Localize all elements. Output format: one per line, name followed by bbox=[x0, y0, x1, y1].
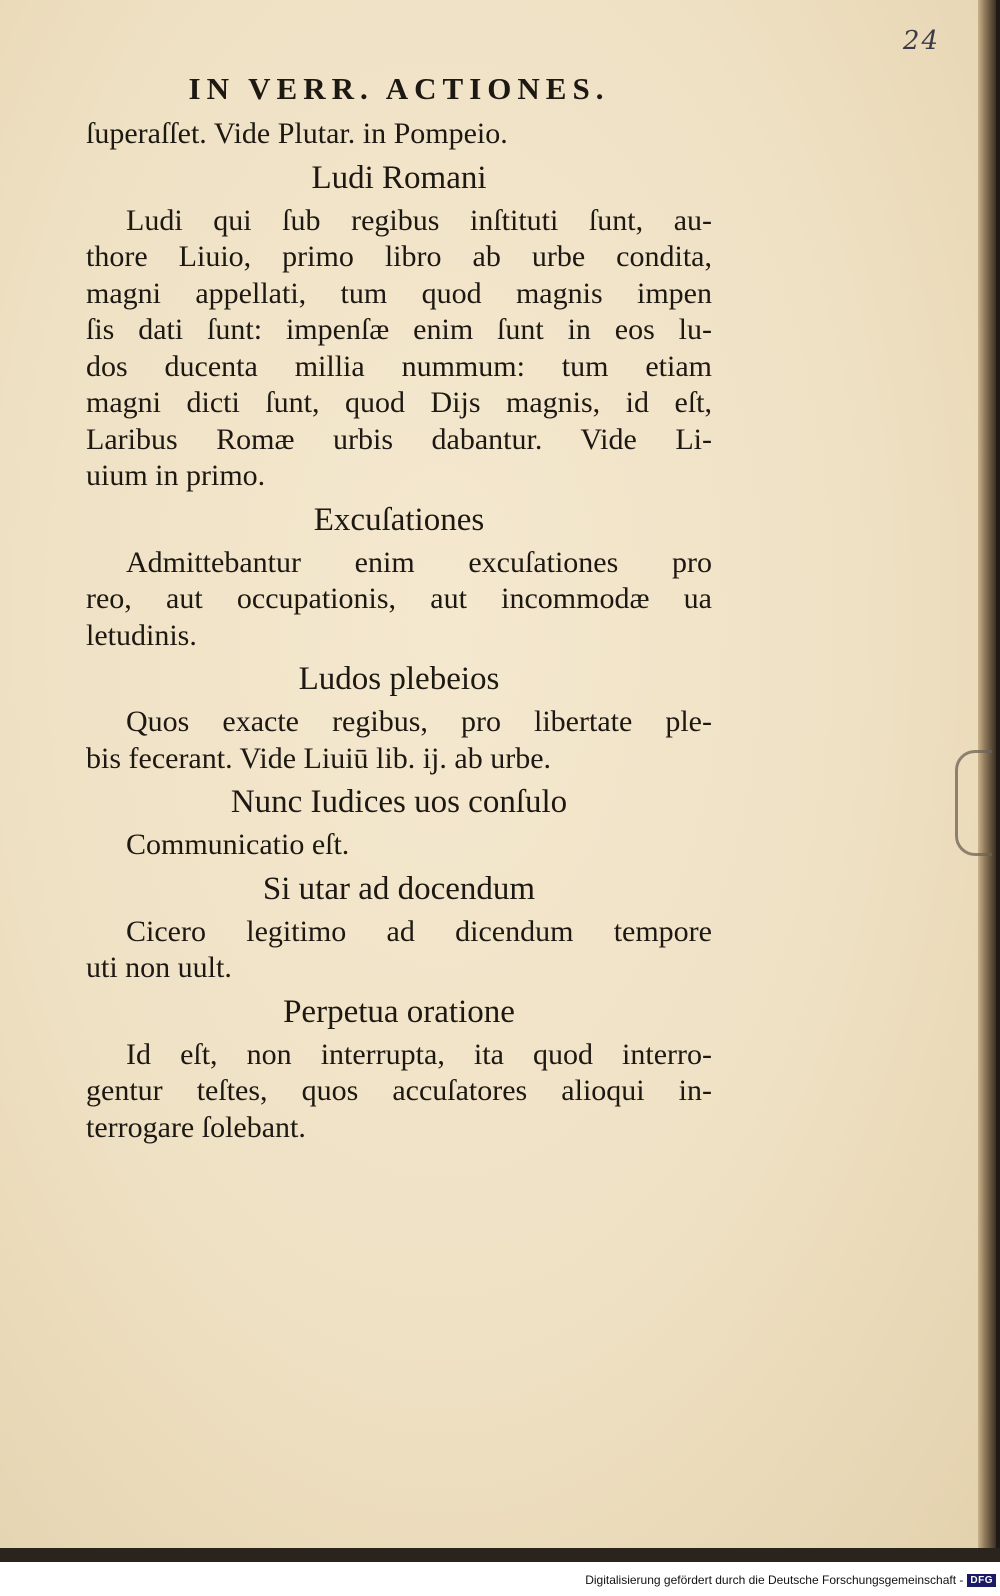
text-line: thore Liuio, primo libro ab urbe condita, bbox=[86, 240, 712, 273]
credit-text: Digitalisierung gefördert durch die Deutsche Forschungsgemeinschaft - bbox=[585, 1573, 964, 1587]
text-line: Laribus Romæ urbis dabantur. Vide Li- bbox=[86, 422, 712, 456]
text-line: Communicatio eſt. bbox=[126, 828, 350, 861]
running-head: IN VERR. ACTIONES. bbox=[188, 71, 610, 106]
text-line: dos ducenta millia nummum: tum etiam bbox=[86, 349, 712, 383]
text-line: gentur teſtes, quos accuſatores alioqui in- bbox=[86, 1074, 712, 1107]
section-heading: Ludos plebeios bbox=[298, 661, 500, 697]
text-line: Admittebantur enim excuſationes pro bbox=[126, 545, 712, 579]
dfg-logo: DFG bbox=[967, 1574, 996, 1587]
text-line: uti non uult. bbox=[86, 951, 232, 984]
section-heading: Ludi Romani bbox=[311, 159, 487, 196]
text-line: ſuperaſſet. Vide Plutar. in Pompeio. bbox=[86, 117, 508, 150]
text-line: magni dicti ſunt, quod Dijs magnis, id eſt, bbox=[86, 386, 712, 419]
page-clip bbox=[955, 750, 992, 856]
section-heading: Perpetua oratione bbox=[283, 993, 515, 1030]
scan-bottom-band bbox=[0, 1548, 1000, 1562]
digitization-credit bbox=[585, 1570, 996, 1590]
text-line: bis fecerant. Vide Liuiū lib. ij. ab urbe. bbox=[86, 741, 552, 775]
text-line: ſis dati ſunt: impenſæ enim ſunt in eos lu- bbox=[86, 313, 712, 346]
section-heading: Excuſationes bbox=[313, 501, 485, 538]
page-text-block bbox=[86, 66, 712, 1146]
text-line: terrogare ſolebant. bbox=[86, 1110, 306, 1144]
text-line: letudinis. bbox=[86, 618, 197, 652]
text-line: Quos exacte regibus, pro libertate ple- bbox=[126, 705, 712, 738]
text-line: Cicero legitimo ad dicendum tempore bbox=[126, 914, 712, 948]
text-line: Id eſt, non interrupta, ita quod interro- bbox=[126, 1037, 712, 1071]
text-line: reo, aut occupationis, aut incommodæ ua bbox=[86, 582, 712, 615]
text-line: Ludi qui ſub regibus inſtituti ſunt, au- bbox=[126, 203, 712, 237]
text-lines bbox=[86, 116, 712, 1146]
folio-number: 24 bbox=[902, 26, 940, 56]
section-heading: Si utar ad docendum bbox=[262, 870, 536, 907]
text-line: magni appellati, tum quod magnis impen bbox=[86, 276, 712, 310]
section-heading: Nunc Iudices uos conſulo bbox=[230, 784, 568, 820]
text-line: uium in primo. bbox=[86, 459, 266, 492]
